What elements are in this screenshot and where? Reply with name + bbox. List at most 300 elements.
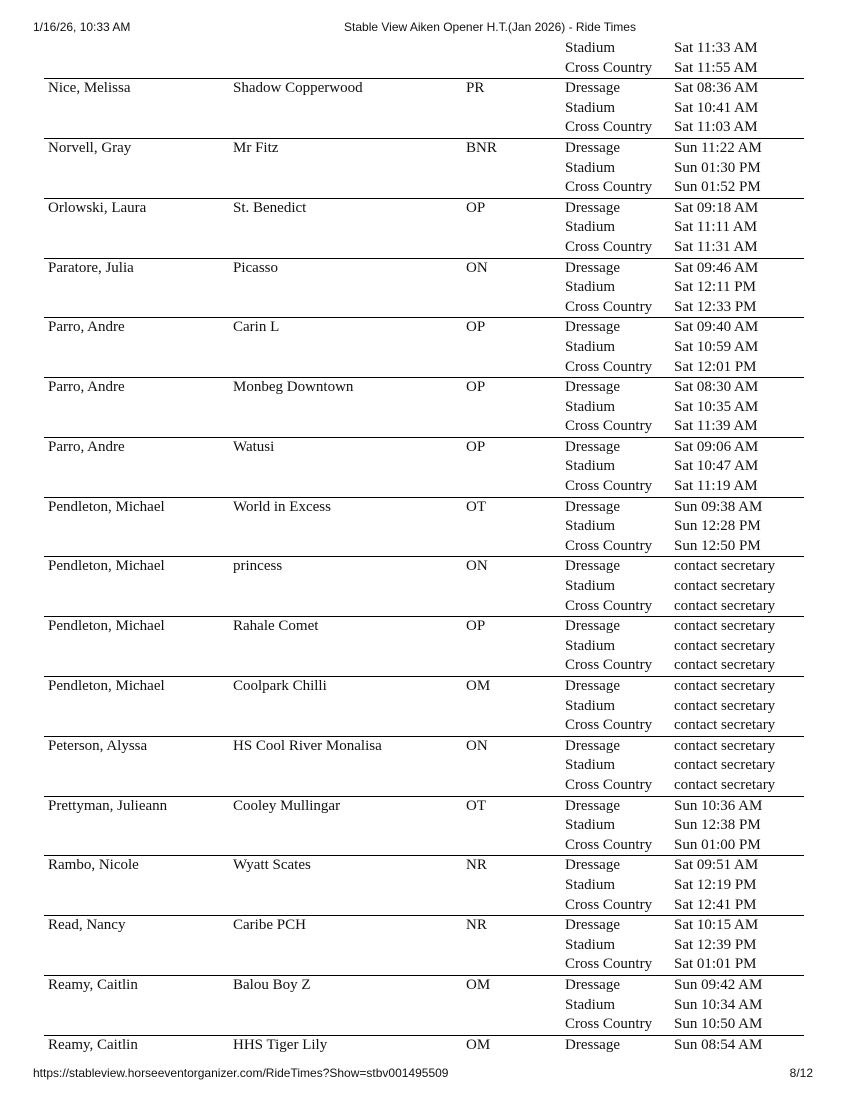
ride-time: Sat 01:01 PM: [674, 956, 757, 973]
rider-name: Pendleton, Michael: [48, 498, 165, 515]
test-name: Stadium: [565, 817, 616, 834]
entry-row: [44, 437, 804, 458]
table-row: [44, 936, 804, 956]
horse-cell: [233, 178, 466, 198]
test-name: Cross Country: [565, 179, 653, 196]
level-code: NR: [466, 857, 487, 874]
horse-cell: [233, 637, 466, 657]
level-cell: [466, 756, 565, 776]
rider-name: Orlowski, Laura: [48, 199, 147, 216]
level-code: ON: [466, 259, 488, 276]
test-name: Dressage: [565, 259, 620, 276]
level-cell: [466, 537, 565, 557]
test-name: Dressage: [565, 498, 620, 515]
test-name: Cross Country: [565, 478, 653, 495]
level-cell: [466, 298, 565, 318]
entry-row: [44, 855, 804, 876]
rider-cell: [44, 39, 233, 59]
rider-cell: [44, 398, 233, 418]
horse-cell: [233, 457, 466, 477]
horse-cell: [233, 338, 466, 358]
test-name: Dressage: [565, 917, 620, 934]
level-cell: [466, 517, 565, 537]
level-cell: [466, 637, 565, 657]
table-row: [44, 99, 804, 119]
rider-cell: [44, 118, 233, 138]
horse-name: Shadow Copperwood: [233, 80, 363, 97]
rider-name: Paratore, Julia: [48, 259, 134, 276]
test-name: Dressage: [565, 797, 620, 814]
document-title: Stable View Aiken Opener H.T.(Jan 2026) - Ride Times: [344, 20, 636, 34]
level-code: OP: [466, 618, 486, 635]
level-code: NR: [466, 917, 487, 934]
ride-time: Sun 01:30 PM: [674, 159, 761, 176]
table-row: [44, 417, 804, 437]
level-cell: [466, 936, 565, 956]
entry-row: [44, 796, 804, 817]
level-cell: [466, 59, 565, 79]
ride-time: contact secretary: [674, 697, 776, 714]
test-name: Stadium: [565, 279, 616, 296]
ride-time: Sat 09:46 AM: [674, 259, 759, 276]
table-row: [44, 178, 804, 198]
rider-name: Rambo, Nicole: [48, 857, 139, 874]
level-cell: [466, 896, 565, 916]
level-cell: [466, 238, 565, 258]
horse-cell: [233, 697, 466, 717]
horse-cell: [233, 39, 466, 59]
ride-time: Sat 10:41 AM: [674, 99, 759, 116]
page-url: https://stableview.horseeventorganizer.com/RideTimes?Show=stbv001495509: [33, 1066, 449, 1080]
ride-time: Sun 01:52 PM: [674, 179, 761, 196]
test-name: Cross Country: [565, 956, 653, 973]
level-code: BNR: [466, 139, 497, 156]
ride-time: contact secretary: [674, 657, 776, 674]
ride-time: Sat 10:59 AM: [674, 338, 759, 355]
test-name: Dressage: [565, 976, 620, 993]
horse-cell: [233, 836, 466, 856]
test-name: Dressage: [565, 438, 620, 455]
level-cell: [466, 955, 565, 975]
rider-cell: [44, 517, 233, 537]
rider-cell: [44, 1015, 233, 1035]
horse-cell: [233, 896, 466, 916]
horse-cell: [233, 577, 466, 597]
table-row: [44, 358, 804, 378]
rider-cell: [44, 59, 233, 79]
horse-cell: [233, 477, 466, 497]
test-name: Dressage: [565, 139, 620, 156]
table-row: [44, 398, 804, 418]
ride-time: contact secretary: [674, 637, 776, 654]
test-name: Cross Country: [565, 298, 653, 315]
page-number: 8/12: [789, 1066, 813, 1080]
horse-cell: [233, 776, 466, 796]
horse-cell: [233, 816, 466, 836]
ride-time: Sat 12:01 PM: [674, 358, 757, 375]
rider-cell: [44, 637, 233, 657]
ride-time: Sun 08:54 AM: [674, 1036, 763, 1053]
entry-row: [44, 78, 804, 99]
horse-name: HHS Tiger Lily: [233, 1036, 328, 1053]
table-row: [44, 656, 804, 676]
rider-cell: [44, 218, 233, 238]
horse-name: Wyatt Scates: [233, 857, 311, 874]
level-code: ON: [466, 558, 488, 575]
rider-name: Nice, Melissa: [48, 80, 131, 97]
level-cell: [466, 99, 565, 119]
level-cell: [466, 39, 565, 59]
horse-cell: [233, 716, 466, 736]
test-name: Cross Country: [565, 358, 653, 375]
level-cell: [466, 218, 565, 238]
rider-cell: [44, 656, 233, 676]
horse-cell: [233, 517, 466, 537]
test-name: Dressage: [565, 857, 620, 874]
table-row: [44, 716, 804, 736]
ride-time-cell: Sat 11:55 AM: [674, 59, 758, 76]
horse-cell: [233, 597, 466, 617]
horse-cell: [233, 59, 466, 79]
table-row: [44, 457, 804, 477]
rider-name: Norvell, Gray: [48, 139, 132, 156]
ride-times-table: [44, 39, 804, 1055]
rider-cell: [44, 298, 233, 318]
horse-cell: [233, 298, 466, 318]
table-row: [44, 996, 804, 1016]
ride-time: contact secretary: [674, 597, 776, 614]
horse-name: St. Benedict: [233, 199, 307, 216]
level-cell: [466, 118, 565, 138]
level-code: OP: [466, 438, 486, 455]
entry-row: [44, 1035, 804, 1056]
entry-row: [44, 736, 804, 757]
test-name: Stadium: [565, 876, 616, 893]
level-code: OP: [466, 379, 486, 396]
horse-cell: [233, 955, 466, 975]
horse-name: Watusi: [233, 438, 275, 455]
ride-time: contact secretary: [674, 558, 776, 575]
entry-row: [44, 975, 804, 996]
rider-name: Reamy, Caitlin: [48, 1036, 138, 1053]
test-name: Dressage: [565, 80, 620, 97]
ride-time: Sat 09:51 AM: [674, 857, 759, 874]
ride-time: Sun 12:28 PM: [674, 518, 761, 535]
horse-cell: [233, 398, 466, 418]
ride-time: contact secretary: [674, 776, 776, 793]
ride-time: Sat 12:39 PM: [674, 936, 757, 953]
table-row: [44, 876, 804, 896]
ride-time: contact secretary: [674, 757, 776, 774]
test-name: Stadium: [565, 219, 616, 236]
table-row: [44, 238, 804, 258]
ride-time: Sat 09:40 AM: [674, 319, 759, 336]
ride-time: contact secretary: [674, 737, 776, 754]
test-name: Stadium: [565, 697, 616, 714]
table-row: [44, 836, 804, 856]
test-name: Dressage: [565, 618, 620, 635]
rider-cell: [44, 159, 233, 179]
horse-name: Balou Boy Z: [233, 976, 311, 993]
horse-cell: [233, 218, 466, 238]
horse-name: Cooley Mullingar: [233, 797, 341, 814]
rider-cell: [44, 477, 233, 497]
horse-cell: [233, 417, 466, 437]
horse-cell: [233, 876, 466, 896]
ride-time: Sat 10:15 AM: [674, 917, 759, 934]
rider-cell: [44, 278, 233, 298]
table-row: [44, 278, 804, 298]
ride-time: Sun 09:42 AM: [674, 976, 763, 993]
horse-cell: [233, 537, 466, 557]
test-cell: Cross Country: [565, 59, 653, 76]
ride-time: Sun 10:36 AM: [674, 797, 763, 814]
rider-name: Reamy, Caitlin: [48, 976, 138, 993]
ride-time: Sat 10:47 AM: [674, 458, 759, 475]
ride-time: Sun 09:38 AM: [674, 498, 763, 515]
ride-time: Sat 11:11 AM: [674, 219, 758, 236]
level-cell: [466, 1015, 565, 1035]
rider-name: Pendleton, Michael: [48, 558, 165, 575]
level-cell: [466, 876, 565, 896]
test-name: Stadium: [565, 637, 616, 654]
level-code: OM: [466, 1036, 491, 1053]
table-row: [44, 1015, 804, 1035]
table-row: [44, 159, 804, 179]
rider-cell: [44, 836, 233, 856]
level-cell: [466, 398, 565, 418]
ride-time: contact secretary: [674, 717, 776, 734]
test-name: Stadium: [565, 159, 616, 176]
horse-name: Rahale Comet: [233, 618, 319, 635]
ride-time: Sat 12:41 PM: [674, 896, 757, 913]
rider-name: Pendleton, Michael: [48, 618, 165, 635]
table-row: [44, 298, 804, 318]
entry-row: [44, 258, 804, 279]
test-name: Cross Country: [565, 717, 653, 734]
rider-cell: [44, 776, 233, 796]
ride-time: Sun 12:38 PM: [674, 817, 761, 834]
table-row: [44, 896, 804, 916]
test-name: Stadium: [565, 518, 616, 535]
ride-time: Sat 09:18 AM: [674, 199, 759, 216]
ride-time: Sun 10:34 AM: [674, 996, 763, 1013]
entry-row: [44, 198, 804, 219]
test-name: Dressage: [565, 1036, 620, 1053]
ride-time: Sat 11:19 AM: [674, 478, 758, 495]
ride-time: Sat 12:19 PM: [674, 876, 757, 893]
level-cell: [466, 656, 565, 676]
ride-time: Sat 12:33 PM: [674, 298, 757, 315]
horse-cell: [233, 358, 466, 378]
test-name: Dressage: [565, 558, 620, 575]
horse-cell: [233, 278, 466, 298]
test-name: Cross Country: [565, 776, 653, 793]
ride-time: Sun 11:22 AM: [674, 139, 762, 156]
test-name: Dressage: [565, 199, 620, 216]
level-cell: [466, 577, 565, 597]
horse-name: Caribe PCH: [233, 917, 306, 934]
level-cell: [466, 159, 565, 179]
horse-cell: [233, 656, 466, 676]
horse-cell: [233, 996, 466, 1016]
horse-name: Picasso: [233, 259, 278, 276]
table-row: [44, 816, 804, 836]
test-name: Dressage: [565, 319, 620, 336]
rider-cell: [44, 597, 233, 617]
horse-cell: [233, 159, 466, 179]
level-cell: [466, 477, 565, 497]
table-row: [44, 118, 804, 138]
test-name: Stadium: [565, 338, 616, 355]
table-row: [44, 577, 804, 597]
rider-name: Pendleton, Michael: [48, 678, 165, 694]
rider-cell: [44, 697, 233, 717]
test-name: Stadium: [565, 398, 616, 415]
rider-cell: [44, 178, 233, 198]
test-name: Stadium: [565, 99, 616, 116]
level-cell: [466, 278, 565, 298]
level-code: OT: [466, 797, 486, 814]
ride-time: Sun 10:50 AM: [674, 1016, 763, 1033]
table-row: [44, 955, 804, 975]
horse-name: Monbeg Downtown: [233, 379, 354, 396]
ride-time: Sat 12:11 PM: [674, 279, 756, 296]
rider-cell: [44, 417, 233, 437]
table-row: [44, 537, 804, 557]
rider-name: Prettyman, Julieann: [48, 797, 168, 814]
level-cell: [466, 776, 565, 796]
rider-cell: [44, 457, 233, 477]
horse-cell: [233, 756, 466, 776]
rider-cell: [44, 716, 233, 736]
level-code: PR: [466, 80, 485, 97]
test-name: Cross Country: [565, 238, 653, 255]
test-name: Stadium: [565, 996, 616, 1013]
ride-time: contact secretary: [674, 578, 776, 595]
level-cell: [466, 358, 565, 378]
level-code: ON: [466, 737, 488, 754]
horse-name: princess: [233, 558, 283, 575]
level-code: OT: [466, 498, 486, 515]
test-name: Dressage: [565, 379, 620, 396]
horse-name: Carin L: [233, 319, 280, 336]
rider-cell: [44, 338, 233, 358]
ride-time: Sat 08:36 AM: [674, 80, 759, 97]
ride-time: Sat 10:35 AM: [674, 398, 759, 415]
test-name: Dressage: [565, 737, 620, 754]
rider-cell: [44, 816, 233, 836]
rider-cell: [44, 99, 233, 119]
entry-row: [44, 915, 804, 936]
level-cell: [466, 417, 565, 437]
level-code: OM: [466, 678, 491, 694]
test-name: Stadium: [565, 578, 616, 595]
entry-row: [44, 377, 804, 398]
test-name: Stadium: [565, 757, 616, 774]
level-code: OM: [466, 976, 491, 993]
level-cell: [466, 816, 565, 836]
test-name: Cross Country: [565, 418, 653, 435]
table-row: [44, 597, 804, 617]
horse-cell: [233, 118, 466, 138]
entry-row: [44, 497, 804, 518]
ride-time: Sun 01:00 PM: [674, 836, 761, 853]
ride-time: Sat 11:39 AM: [674, 418, 758, 435]
level-cell: [466, 716, 565, 736]
test-name: Cross Country: [565, 1016, 653, 1033]
ride-time: Sat 09:06 AM: [674, 438, 759, 455]
test-name: Cross Country: [565, 896, 653, 913]
ride-time: contact secretary: [674, 678, 776, 694]
rider-name: Parro, Andre: [48, 438, 125, 455]
table-row: [44, 756, 804, 776]
level-cell: [466, 697, 565, 717]
rider-name: Read, Nancy: [48, 917, 126, 934]
table-row: [44, 338, 804, 358]
test-name: Cross Country: [565, 537, 653, 554]
horse-cell: [233, 99, 466, 119]
table-row: [44, 637, 804, 657]
table-row: [44, 477, 804, 497]
test-cell: Stadium: [565, 40, 616, 56]
rider-cell: [44, 955, 233, 975]
table-row: [44, 517, 804, 537]
horse-name: HS Cool River Monalisa: [233, 737, 382, 754]
test-name: Stadium: [565, 936, 616, 953]
rider-cell: [44, 537, 233, 557]
rider-cell: [44, 358, 233, 378]
rider-cell: [44, 996, 233, 1016]
level-cell: [466, 836, 565, 856]
rider-cell: [44, 876, 233, 896]
rider-name: Peterson, Alyssa: [48, 737, 148, 754]
test-name: Cross Country: [565, 657, 653, 674]
ride-time-cell: Sat 11:33 AM: [674, 40, 758, 56]
horse-cell: [233, 238, 466, 258]
entry-row: [44, 556, 804, 577]
rider-name: Parro, Andre: [48, 379, 125, 396]
horse-cell: [233, 936, 466, 956]
table-row: [44, 697, 804, 717]
table-row: [44, 39, 804, 59]
print-date: 1/16/26, 10:33 AM: [33, 20, 131, 34]
ride-time: Sat 11:03 AM: [674, 119, 758, 136]
test-name: Cross Country: [565, 836, 653, 853]
entry-row: [44, 616, 804, 637]
level-cell: [466, 597, 565, 617]
test-name: Stadium: [565, 458, 616, 475]
ride-time: Sat 08:30 AM: [674, 379, 759, 396]
test-name: Cross Country: [565, 119, 653, 136]
horse-name: Coolpark Chilli: [233, 678, 327, 694]
ride-time: Sat 11:31 AM: [674, 238, 758, 255]
ride-time: Sun 12:50 PM: [674, 537, 761, 554]
level-cell: [466, 457, 565, 477]
level-cell: [466, 178, 565, 198]
rider-cell: [44, 238, 233, 258]
horse-name: Mr Fitz: [233, 139, 279, 156]
table-row: [44, 218, 804, 238]
rider-cell: [44, 896, 233, 916]
rider-cell: [44, 577, 233, 597]
horse-cell: [233, 1015, 466, 1035]
test-name: Dressage: [565, 678, 620, 694]
test-name: Cross Country: [565, 597, 653, 614]
level-code: OP: [466, 319, 486, 336]
level-cell: [466, 996, 565, 1016]
ride-time: contact secretary: [674, 618, 776, 635]
